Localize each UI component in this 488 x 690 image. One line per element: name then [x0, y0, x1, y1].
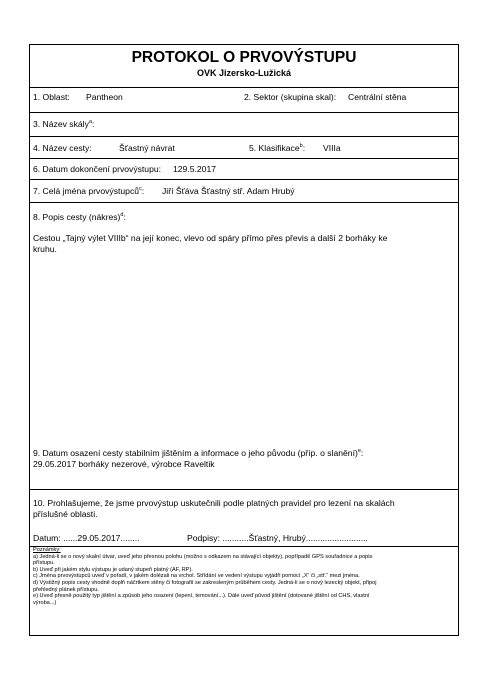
- popis-text: [33, 233, 457, 255]
- notes-heading: Poznámky:: [33, 547, 61, 553]
- jisteni-text: [33, 448, 457, 470]
- page-subtitle: OVK Jizersko-Lužická: [196, 68, 292, 78]
- note-line: b) Uveď při jakém stylu výstupu je udaný stupeň platný (AF, RP).: [33, 566, 193, 573]
- cesta-value: Šťastný návrat: [119, 143, 175, 153]
- podpisy: Podpisy: ...........Šťastný, Hrubý..........................: [187, 533, 368, 543]
- note-line: přístupu.: [33, 560, 55, 567]
- note-line: e) Uveď přesně použitý typ jištění a způsob jeho osazení (lepení, temování...). Dále uveď původ jištění (dotované jištění od ČHS, vlastní: [33, 593, 370, 600]
- row-oblast-sektor: [30, 88, 458, 113]
- prohlaseni-line-2: příslušné oblasti.: [33, 509, 98, 519]
- row-popis: [30, 203, 458, 490]
- jmena-label: 7. Celá jména prvovýstupců$^c$:: [33, 186, 145, 196]
- note-line: d) Výstižný popis cesty vhodně doplň náčrtkem stěny či fotografií se zakresleným průběhem cesty. Jedná-li se o nový lezecký objekt, připoj: [33, 579, 377, 586]
- datum-label: 6. Datum dokončení prvovýstupu:: [33, 164, 162, 174]
- prohlaseni-text: [33, 498, 457, 520]
- jisteni-line-2: 29.05.2017 borháky nezerové, výrobce Raveltik: [33, 459, 215, 469]
- note-line: výroba...): [33, 599, 57, 606]
- page-title: PROTOKOL O PRVOVÝSTUPU: [131, 49, 357, 66]
- klasifikace-label: 5. Klasifikace$^b$:: [249, 143, 306, 153]
- popis-line-2: kruhu.: [33, 244, 57, 254]
- note-line: a) Jedná-li se o nový skalní útvar, uveď jeho přesnou polohu (možno s odkazem na stávající objekty), popřípadě GPS souřadnice a popis: [33, 553, 373, 560]
- row-datum: [30, 159, 458, 180]
- title-row: [30, 45, 458, 88]
- sektor-value: Centrální stěna: [348, 92, 407, 102]
- row-skala: [30, 113, 458, 137]
- row-cesta: [30, 137, 458, 159]
- note-line: c) Jména prvovýstupců uveď v pořadí, v jakém dolézali na vrchol. Střídání ve vedení výstupu vyjádři pomocí „X“ či „stř.“ mezi jména.: [33, 573, 360, 580]
- jisteni-line-1: 9. Datum osazení cesty stabilním jištěním a informace o jeho původu (příp. o slanění)$^e$:: [33, 448, 364, 458]
- popis-label: 8. Popis cesty (nákres)$^d$:: [33, 212, 126, 222]
- cesta-label: 4. Název cesty:: [33, 143, 92, 153]
- note-line: přehledný plánek přístupu.: [33, 586, 99, 593]
- notes-section: [33, 547, 457, 606]
- sektor-label: 2. Sektor (skupina skal):: [244, 92, 337, 102]
- oblast-value: Pantheon: [86, 92, 123, 102]
- skala-label: 3. Název skály$^a$:: [33, 119, 95, 129]
- row-prohlaseni: [30, 490, 458, 550]
- jmena-value: Jiří Šťáva Šťastný stř. Adam Hrubý: [162, 186, 295, 196]
- prohlaseni-line-1: 10. Prohlašujeme, že jsme prvovýstup uskutečnili podle platných pravidel pro lezení na skalách: [33, 498, 395, 508]
- popis-line-1: Cestou „Tajný výlet VIIIb“ na její konec, vlevo od spáry přímo přes převis a další 2 borháky ke: [33, 233, 388, 243]
- klasifikace-value: VIIIa: [323, 143, 341, 153]
- protocol-form: [29, 44, 459, 636]
- row-jmena: [30, 180, 458, 203]
- datum-value: 129.5.2017: [173, 164, 217, 174]
- oblast-label: 1. Oblast:: [33, 92, 70, 102]
- podpis-datum: Datum: ......29.05.2017........: [33, 533, 140, 543]
